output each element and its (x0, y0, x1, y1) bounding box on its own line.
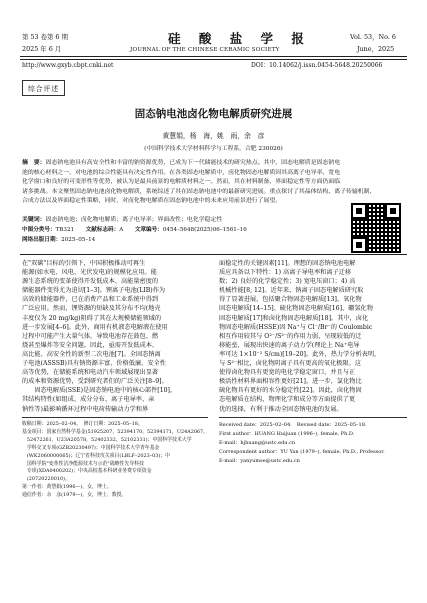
body-line: 钠性等)最影响循环过程中电荷传输动力学和界 (22, 405, 149, 413)
body-line: 过程中可能产生大量气体，导致电池存在鼓包、燃 (22, 332, 159, 340)
date-cn: 2025 年 6 月 (22, 45, 62, 53)
footnote-line: 第一作者：黄慧娟(1996—)，女，博士。 (22, 484, 112, 491)
footnote-line: 通信作者：余 彦(1979—)，女，博士，教授。 (22, 492, 127, 499)
classification-line (22, 226, 247, 234)
body-line: 固态电解质[17]和卤化物固态电解质[18]。其中，卤化 (219, 314, 369, 322)
footnote-line: (WK2060000065)；辽宁省科技攻关项目(LBLF–2023–03)；中 (22, 452, 171, 459)
clc-value: TB321 (55, 227, 75, 233)
right-footnotes (219, 421, 407, 466)
body-line: 与 S²⁻相比，卤化物阴离子具有更高的氧化极限。这 (219, 360, 361, 368)
qr-code[interactable] (350, 202, 402, 254)
body-line: 的成本和资源优势，受到研究者们的广泛关注[8–9]。 (22, 378, 168, 386)
body-line: 广泛应用。然而，锂资源的短缺及其分布不均(地壳 (22, 305, 161, 313)
keywords (22, 216, 322, 224)
body-line: 机械性能[8, 12]。近年来，钠离子固态电解质研究取 (219, 287, 364, 295)
footnote-line: 基金项目：国家自然科学基金(51925207，52394170，52394171，U24A2067， (22, 428, 209, 435)
abstract-line: 合成方法以及界面稳定性策略，同时，对卤化物电解质在固态钠电池中的未来应用前景进行了展望。 (22, 198, 282, 205)
body-line: 储能器件变得尤为迫切[1–3]。锂离子电池(LIB)作为 (22, 287, 166, 295)
journal-title-cn: 硅 酸 盐 学 报 (168, 31, 311, 46)
journal-title-en: JOURNAL OF THE CHINESE CERAMIC SOCIETY (130, 47, 280, 53)
abstract-line: 固态钠电池具有高安全性和丰富的钠资源优势，已成为下一代储能技术的研究热点。其中，固态电解质是固态钠电 (45, 160, 341, 166)
affiliation: (中国科学技术大学材料科学与工程系，合肥 230026) (144, 146, 283, 152)
header-rule-bottom (20, 59, 407, 60)
authors: 黄慧娟，杨 海，姚 雨，余 彦 (162, 132, 265, 140)
keywords-text: 固态钠电池；卤化物电解质；离子电导率；界面改性；电化学稳定性 (45, 217, 223, 223)
footnote-line: 国科学院"变革性洁净能源技术与示范"战略性先导科技 (22, 460, 144, 467)
header-rule-top (20, 56, 407, 57)
footnote-line: Received date：2025–02–04. Revised date：2025–05–18. (219, 422, 367, 428)
body-line: 极活性材料界面相容性更好[21]。进一步，氯化物比 (219, 378, 362, 386)
footnote-line: 52472261，U23A20578，52402332，52102331)；中国科学技术大学 (22, 436, 192, 443)
right-footnote-rule (219, 417, 407, 418)
body-line: 进一步发展[4–6]。此外，商用有机液态电解液在使用 (22, 323, 168, 331)
online-date-label: 网络出版日期： (22, 237, 62, 243)
online-date-line (22, 236, 95, 244)
footnote-line: E-mail：yanyumse@ustc.edu.cn (219, 458, 300, 464)
footnote-line: 专项(XDA0400202)；中央高校基本科研业务费专项资金 (22, 468, 152, 475)
clc-label: 中图分类号： (22, 227, 56, 233)
body-line: 硫化物具有更好的水分稳定性[22]。因此，卤化物固 (219, 387, 362, 395)
abstract-line: 池的核心材料之一，对电池的综合性能具有决定性作用。在各类固态电解质中，卤化物固态电解质因其高离子电导率、宽电 (22, 169, 341, 176)
online-date-value: 2025–05–14 (61, 237, 96, 243)
body-line: 移能垒，展现出快速的离子动力学(理论上 Na⁺电导 (219, 341, 360, 349)
article-no-value: 0454–5648(2025)06–1561–16 (162, 227, 247, 233)
left-footnote-rule (22, 417, 208, 418)
doc-code-value: A (119, 227, 124, 233)
body-line: 得了显著进展，包括聚合物固态电解质[13]、氧化物 (219, 296, 362, 304)
body-line: 烧甚至爆炸等安全问题。因此，亟需开发低成本、 (22, 341, 159, 349)
body-line: 能源(如水电、风电、光伏发电)的规模化应用。能 (22, 269, 157, 277)
doc-code-label: 文献标志码： (85, 227, 120, 233)
abstract-label: 摘 要： (22, 159, 46, 166)
body-line: 丰度仅为 20 mg/kg)阻碍了其在大规模储能领域的 (22, 314, 162, 322)
body-line: 高比能、高安全性的新型二次电池[7]。全固态钠离 (22, 350, 161, 358)
body-line: 物固态电解质(HSSE)因 Na⁺与 Cl⁻/Br⁻的 Coulombic (219, 323, 373, 331)
abstract (22, 158, 405, 207)
body-line: 在"双碳"目标的引领下，中国积极推动可再生 (22, 260, 146, 267)
abstract-line: 化学窗口和良好的可变形性等优势，被认为是最具前景的电解质材料之一。然而，其在材料制备、界面稳定性等方面仍面临 (22, 179, 341, 186)
body-line: 质应具备以下特性：1) 高离子导电率和离子迁移 (219, 269, 352, 277)
left-column (22, 259, 208, 414)
body-line: 相互作用较其与 O²⁻/S²⁻的作用力弱，呈现较低的迁 (219, 332, 362, 340)
body-line: 面稳定性的关键因素[11]。理想的固态钠电池电解 (219, 260, 356, 267)
body-line: 源生态系统的变革使得开发低成本、高能量密度的 (22, 278, 159, 286)
left-footnotes (22, 421, 212, 500)
abstract-divider (20, 254, 407, 255)
volume-en: Vol. 53，No. 6 (350, 33, 396, 41)
right-column (219, 259, 407, 414)
footnote-line: 收稿日期：2025–02–04。 修订日期：2025–05–18。 (22, 421, 143, 427)
body-line: 固态电解质[14–15]、硫化物固态电解质[16]、硼氢化物 (219, 305, 373, 313)
date-en: June，2025 (357, 45, 395, 53)
body-line: 态电解质在结构、物理化学和成分等方面提供了更 (219, 396, 356, 404)
abstract-line: 诸多挑战。本文聚焦固态钠电池卤化物电解质，系统综述了其在固态钠电池中的最新研究进展。重点探讨了其晶体结构、离子传输机制、 (22, 188, 376, 195)
body-line: 率可达 1×10⁻² S/cm)[19–20]。此外，热力学分析表明， (219, 350, 381, 358)
section-tag: 综合评述 (22, 80, 65, 96)
keywords-label: 关键词： (22, 216, 46, 223)
body-line: 使得卤化物具有更宽的电化学稳定窗口，并且与正 (219, 369, 356, 377)
footnote-line: (20720220010)。 (22, 476, 70, 483)
footnote-line: First author：HUANG Huijuan (1996–), female, Ph.D. (219, 431, 355, 437)
body-line: 固态电解质(SSE)是固态钠电池中的核心部件[10]， (22, 387, 177, 395)
article-title: 固态钠电池卤化物电解质研究进展 (134, 108, 293, 120)
body-line: 其结构特性(如组成、成分分布、离子电导率、亲 (22, 396, 155, 404)
body-line: 高等优势，在储能系统和电动汽车领域展现出显著 (22, 369, 159, 377)
footnote-line: E-mail：hjhuang@ustc.edu.cn (219, 440, 296, 446)
body-line: 子电池(ASSSB)具有钠资源丰富、价格低廉、安全性 (22, 360, 166, 368)
body-line: 数；2) 良好的化学稳定性；3) 宽电压窗口；4) 高 (219, 278, 356, 286)
doi[interactable]: DOI：10.14062/j.issn.0454-5648.20250066 (251, 62, 383, 69)
article-no-label: 文章编号： (134, 227, 163, 233)
body-line: 优的选择，有利于推动全固态钠电池的发展。 (219, 405, 343, 413)
footnote-line: 学科交叉专项(GZB20230497)；中国科学技术大学青年基金 (22, 444, 160, 451)
journal-website[interactable]: http://www.gxyb.cbpt.cnki.net (22, 62, 114, 69)
body-line: 高效的储能器件，已在消费产品和工业系统中得到 (22, 296, 159, 304)
footnote-line: Correspondent author：YU Yan (1979–), female, Ph.D., Professor. (219, 449, 385, 455)
volume-cn: 第 53 卷第 6 期 (22, 33, 68, 41)
